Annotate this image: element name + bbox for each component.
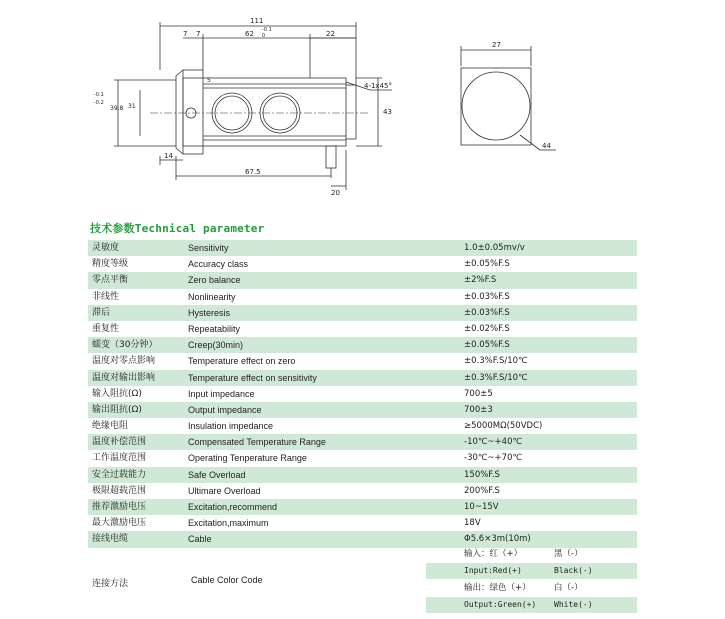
dim-tolerance-upper: -0.1 [262,27,272,33]
side-view-outline [461,68,531,145]
cable-row [426,546,637,562]
param-row [88,467,637,483]
param-name-cn: 温度对输出影响 [92,372,156,383]
section-title: 技术参数Technical parameter [90,222,265,235]
param-row [88,434,637,450]
dim-cable-offset: 20 [331,189,340,197]
param-name-cn: 绝缘电阻 [92,421,129,432]
param-name-cn: 工作温度范围 [92,453,147,464]
param-name-en: Output impedance [188,404,262,415]
param-value: ±0.05%F.S [464,259,510,270]
dim-left-step-b: 7 [196,30,201,38]
param-value: ±0.02%F.S [464,323,510,334]
param-row [88,515,637,531]
dim-left-square: 39.8 [110,105,124,112]
param-name-cn: 推荐激励电压 [92,502,147,512]
param-name-cn: 滞后 [92,307,111,318]
spec-table [88,240,637,548]
param-row [88,418,637,434]
cable-color-block [88,546,637,612]
dim-side-square: 44 [542,142,551,150]
param-name-en: Safe Overload [188,469,246,480]
param-row [88,305,637,321]
param-name-en: Creep(30min) [188,340,244,351]
param-name-cn: 最大激励电压 [92,518,147,529]
param-value: ≥5000MΩ(50VDC) [464,421,543,432]
param-name-en: Compensated Temperature Range [188,437,326,448]
cable-row-a: Output:Green(+) [464,600,537,609]
dim-height: 43 [383,108,392,116]
param-name-en: Excitation,maximum [188,518,269,529]
param-name-cn: 零点平衡 [92,275,129,286]
param-value: Φ5.6×3m(10m) [464,534,531,545]
param-name-cn: 重复性 [92,323,120,334]
cable-row-b: Black(-) [554,566,593,575]
param-row [88,499,637,515]
param-value: ±0.3%F.S/10℃ [464,356,528,367]
dim-bottom-left: 14 [164,152,173,160]
param-row [88,483,637,499]
param-name-cn: 温度补偿范围 [92,437,147,448]
cable-label-en: Cable Color Code [191,575,263,585]
side-view-circle [462,72,530,140]
dim-left-diameter: 31 [128,103,136,110]
cable-row-a: 输入：红（+） [464,549,523,559]
param-name-en: Ultimare Overload [188,485,261,496]
param-value: -30℃~+70℃ [464,453,523,464]
param-row [88,337,637,353]
param-name-cn: 输入阻抗(Ω) [92,388,142,399]
cable-row-b: 黑（-） [554,549,583,559]
param-row [88,272,637,288]
param-row [88,353,637,369]
param-name-en: Temperature effect on zero [188,356,296,367]
param-value: 200%F.S [464,485,500,496]
param-row [88,256,637,272]
param-name-cn: 输出阻抗(Ω) [92,404,142,415]
param-value: 1.0±0.05mv/v [464,243,525,253]
param-row [88,321,637,337]
dim-tolerance-lower: 0 [262,33,266,39]
param-value: ±0.03%F.S [464,307,510,318]
cable-row [426,580,637,596]
param-name-cn: 非线性 [92,291,120,302]
dim-total-length: 111 [250,17,264,25]
param-name-en: Cable [188,534,212,545]
technical-drawing [0,0,725,215]
param-value: 700±3 [464,404,493,415]
param-value: ±2%F.S [464,275,497,286]
param-name-en: Excitation,recommend [188,502,278,512]
cable-row [426,563,637,579]
param-name-en: Accuracy class [188,259,249,270]
param-name-cn: 极限超载范围 [92,485,147,496]
dim-chamfer: 4-1x45° [364,82,392,90]
param-value: 10~15V [464,502,499,512]
dim-side-width: 27 [492,41,501,49]
param-name-cn: 温度对零点影响 [92,356,156,367]
param-name-cn: 接线电缆 [92,534,129,545]
cable-label-cn: 连接方法 [92,579,129,589]
cable-gland [326,146,336,168]
param-name-en: Temperature effect on sensitivity [188,372,317,383]
param-name-cn: 安全过载能力 [92,469,147,480]
param-row [88,370,637,386]
param-row [88,402,637,418]
cable-row-a: Input:Red(+) [464,566,522,575]
param-name-cn: 精度等级 [92,259,129,270]
param-value: ±0.05%F.S [464,340,510,351]
param-value: ±0.3%F.S/10℃ [464,372,528,383]
cable-row-b: White(-) [554,600,593,609]
param-row [88,450,637,466]
param-name-en: Operating Tenperature Range [188,453,307,464]
param-name-en: Nonlinearity [188,291,236,302]
param-value: ±0.03%F.S [464,291,510,302]
param-row [88,289,637,305]
param-name-en: Sensitivity [188,243,229,253]
cable-row [426,597,637,613]
cable-row-a: 输出：绿色（+） [464,583,531,593]
param-value: -10℃~+40℃ [464,437,523,448]
param-name-en: Zero balance [188,275,241,286]
param-value: 700±5 [464,388,493,399]
dim-left-tol-lower: -0.2 [94,100,104,106]
cable-row-b: 白（-） [554,583,583,593]
param-name-en: Insulation impedance [188,421,274,432]
dim-bottom-mid: 67.5 [245,168,261,176]
param-row [88,386,637,402]
dim-mid-length: 62 [245,30,254,38]
dim-left-step-a: 7 [183,30,188,38]
param-name-cn: 灵敏度 [92,243,120,253]
param-name-en: Repeatability [188,323,241,334]
dim-slot: 5 [207,77,211,84]
param-name-en: Hysteresis [188,307,231,318]
dim-right-length: 22 [326,30,335,38]
param-name-cn: 蠕变（30分钟） [92,340,158,351]
param-row [88,240,637,256]
param-name-en: Input impedance [188,388,255,399]
param-value: 18V [464,518,481,529]
dim-left-tol-upper: -0.1 [94,92,104,98]
param-value: 150%F.S [464,469,500,480]
